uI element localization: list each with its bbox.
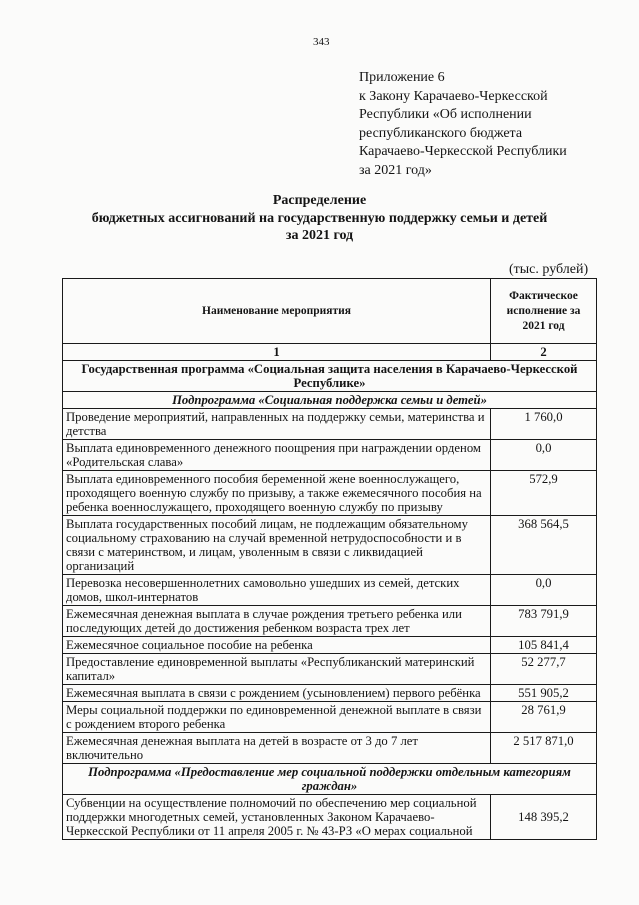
row-value: 0,0 bbox=[491, 440, 597, 471]
title-line: бюджетных ассигнований на государственную поддержку семьи и детей bbox=[91, 210, 548, 226]
appendix-line: Приложение 6 bbox=[359, 70, 445, 85]
appendix-line: Карачаево-Черкесской Республики bbox=[359, 144, 567, 159]
table-header-row bbox=[63, 279, 597, 344]
header-value-cell: Фактическое исполнение за 2021 год bbox=[491, 279, 597, 344]
row-value: 148 395,2 bbox=[491, 795, 597, 840]
row-value: 105 841,4 bbox=[491, 637, 597, 654]
table-row bbox=[63, 471, 597, 516]
program-row bbox=[63, 361, 597, 392]
table-row bbox=[63, 440, 597, 471]
table-row bbox=[63, 733, 597, 764]
appendix-line: республиканского бюджета bbox=[359, 125, 523, 141]
table-row bbox=[63, 516, 597, 575]
page-number: 343 bbox=[313, 36, 330, 48]
subprogram-row bbox=[63, 764, 597, 795]
row-name: Ежемесячная денежная выплата на детей в возрасте от 3 до 7 лет включительно bbox=[63, 733, 491, 764]
budget-table bbox=[62, 278, 597, 840]
row-name: Выплата единовременного денежного поощрения при награждении орденом «Родительская слава» bbox=[63, 440, 491, 471]
row-name: Выплата единовременного пособия беременной жене военнослужащего, проходящего военную службу по призыву, а также ежемесячного пособия на ребенка военнослужащего, проходящего военную службу по призыву bbox=[63, 471, 491, 516]
table-row bbox=[63, 654, 597, 685]
column-numbers-row bbox=[63, 344, 597, 361]
row-value: 2 517 871,0 bbox=[491, 733, 597, 764]
document-title bbox=[0, 192, 639, 245]
subprogram-title: Подпрограмма «Предоставление мер социальной поддержки отдельным категориям граждан» bbox=[63, 764, 597, 795]
header-name-cell: Наименование мероприятия bbox=[63, 279, 491, 344]
row-value: 572,9 bbox=[491, 471, 597, 516]
appendix-note bbox=[359, 69, 567, 180]
table-row bbox=[63, 685, 597, 702]
title-line: Распределение bbox=[272, 193, 367, 208]
subprogram-title: Подпрограмма «Социальная поддержка семьи и детей» bbox=[63, 392, 597, 409]
row-name: Субвенции на осуществление полномочий по обеспечению мер социальной поддержки многодетных семей, установленных Законом Карачаево-Черкесской Республики от 11 апреля 2005 г. № 43-РЗ «О мерах социальной bbox=[63, 795, 491, 840]
row-value: 1 760,0 bbox=[491, 409, 597, 440]
table-row bbox=[63, 637, 597, 654]
column-number: 1 bbox=[63, 344, 491, 361]
row-name: Предоставление единовременной выплаты «Республиканский материнский капитал» bbox=[63, 654, 491, 685]
row-value: 551 905,2 bbox=[491, 685, 597, 702]
table-row bbox=[63, 409, 597, 440]
row-value: 28 761,9 bbox=[491, 702, 597, 733]
table-row bbox=[63, 606, 597, 637]
row-value: 368 564,5 bbox=[491, 516, 597, 575]
appendix-line: к Закону Карачаево-Черкесской bbox=[359, 88, 548, 104]
table-row bbox=[63, 795, 597, 840]
appendix-line: Республики «Об исполнении bbox=[359, 107, 532, 122]
table-row bbox=[63, 702, 597, 733]
appendix-line: за 2021 год» bbox=[359, 162, 432, 178]
program-title: Государственная программа «Социальная защита населения в Карачаево-Черкесской Республике» bbox=[63, 361, 597, 392]
row-value: 52 277,7 bbox=[491, 654, 597, 685]
row-name: Ежемесячная выплата в связи с рождением (усыновлением) первого ребёнка bbox=[63, 685, 491, 702]
row-value: 783 791,9 bbox=[491, 606, 597, 637]
row-name: Перевозка несовершеннолетних самовольно ушедших из семей, детских домов, школ-интернатов bbox=[63, 575, 491, 606]
column-number: 2 bbox=[491, 344, 597, 361]
row-name: Меры социальной поддержки по единовременной денежной выплате в связи с рождением второго ребенка bbox=[63, 702, 491, 733]
row-name: Проведение мероприятий, направленных на поддержку семьи, материнства и детства bbox=[63, 409, 491, 440]
row-name: Ежемесячное социальное пособие на ребенка bbox=[63, 637, 491, 654]
title-line: за 2021 год bbox=[285, 228, 354, 243]
subprogram-row bbox=[63, 392, 597, 409]
row-name: Ежемесячная денежная выплата в случае рождения третьего ребенка или последующих детей до достижения ребенком возраста трех лет bbox=[63, 606, 491, 637]
row-name: Выплата государственных пособий лицам, не подлежащим обязательному социальному страхованию на случай временной нетрудоспособности и в связи с материнством, и лицам, уволенным в связи с ликвидацией организаций bbox=[63, 516, 491, 575]
units-label: (тыс. рублей) bbox=[509, 262, 589, 277]
row-value: 0,0 bbox=[491, 575, 597, 606]
table-row bbox=[63, 575, 597, 606]
